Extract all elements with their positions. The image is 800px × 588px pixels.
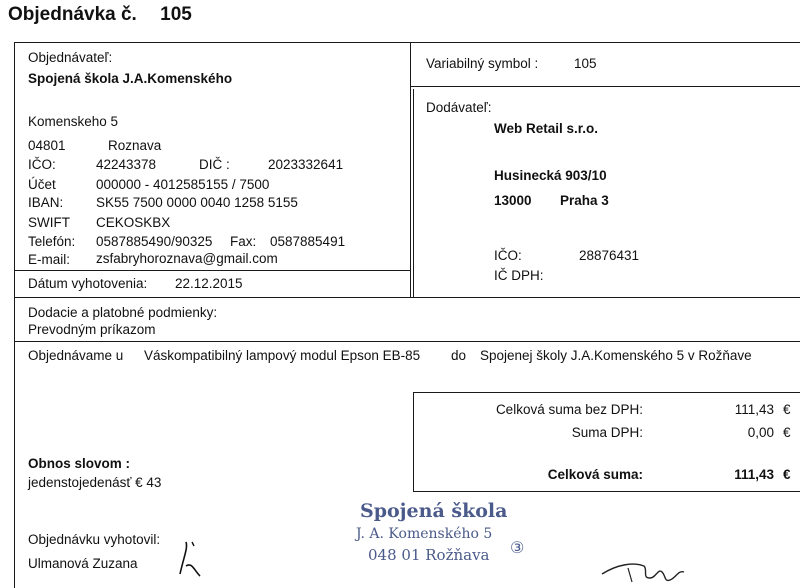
vat-label: Suma DPH: <box>571 425 643 440</box>
buyer-fax-label: Fax: <box>230 234 257 249</box>
supplier-outer-border <box>413 89 414 298</box>
subtotal-label: Celková suma bez DPH: <box>495 402 643 417</box>
buyer-fax-value: 0587885491 <box>270 234 346 249</box>
buyer-email-value: zsfabryhoroznava@gmail.com <box>96 251 278 266</box>
buyer-label: Objednávateľ: <box>28 50 113 65</box>
total-label: Celková suma: <box>547 467 643 482</box>
subtotal-value: 111,43 <box>734 402 774 417</box>
prepared-by-name: Ulmanová Zuzana <box>28 556 138 571</box>
frame-top <box>14 42 800 43</box>
order-line-prefix: Objednávame u <box>28 348 124 363</box>
buyer-ico-label: IČO: <box>28 157 56 172</box>
totals-box-left <box>413 392 414 492</box>
buyer-iban-value: SK55 7500 0000 0040 1258 5155 <box>96 195 298 210</box>
totals-box-bottom <box>413 491 800 492</box>
total-currency: € <box>783 467 791 482</box>
buyer-ico-value: 42243378 <box>96 157 157 172</box>
supplier-ico-value: 28876431 <box>579 248 640 263</box>
total-value: 111,43 <box>734 467 774 482</box>
issue-date-value: 22.12.2015 <box>175 276 243 291</box>
order-title <box>8 4 192 26</box>
order-line-recipient: Spojenej školy J.A.Komenského 5 v Rožňave <box>480 348 752 363</box>
variable-symbol-value: 105 <box>574 56 597 71</box>
order-number: 105 <box>160 4 192 25</box>
supplier-street: Husinecká 903/10 <box>494 168 607 183</box>
buyer-phone-label: Telefón: <box>28 234 76 249</box>
order-line-to: do <box>451 348 467 363</box>
supplier-city: Praha 3 <box>560 193 609 208</box>
buyer-city: Roznava <box>108 138 162 153</box>
buyer-right-border <box>410 42 411 298</box>
supplier-label: Dodávateľ: <box>426 100 492 115</box>
prepared-by-label: Objednávku vyhotovil: <box>28 532 161 547</box>
in-words-value: jedenstojedenásť € 43 <box>28 475 162 490</box>
stamp-line3: 048 01 Rožňava <box>368 546 490 564</box>
vat-currency: € <box>783 425 791 440</box>
supplier-ico-label: IČO: <box>494 248 522 263</box>
buyer-dic-value: 2023332641 <box>268 157 344 172</box>
buyer-iban-label: IBAN: <box>28 195 64 210</box>
buyer-date-divider <box>14 270 410 271</box>
buyer-dic-label: DIČ : <box>199 157 230 172</box>
vat-value: 0,00 <box>747 425 774 440</box>
terms-label: Dodacie a platobné podmienky: <box>28 305 218 320</box>
buyer-email-label: E-mail: <box>28 252 71 267</box>
stamp-line2: J. A. Komenského 5 <box>356 526 493 542</box>
handwritten-signature-mark <box>598 552 698 588</box>
stamp-number: ③ <box>510 538 525 557</box>
buyer-account-label: Účet <box>28 177 56 192</box>
frame-left <box>14 42 15 588</box>
supplier-icdph-label: IČ DPH: <box>494 268 544 283</box>
order-line-item: Váskompatibilný lampový modul Epson EB-85 <box>144 348 421 363</box>
buyer-name: Spojená škola J.A.Komenského <box>28 71 233 86</box>
in-words-label: Obnos slovom : <box>28 456 131 471</box>
buyer-swift-label: SWIFT <box>28 215 70 230</box>
supplier-zip: 13000 <box>494 193 532 208</box>
buyer-swift-value: CEKOSKBX <box>96 215 171 230</box>
stamp-line1: Spojená škola <box>360 500 508 522</box>
handwritten-initial-mark <box>170 536 210 586</box>
supplier-name: Web Retail s.r.o. <box>494 121 599 136</box>
buyer-account-value: 000000 - 4012585155 / 7500 <box>96 177 270 192</box>
variable-symbol-label: Variabilný symbol : <box>426 56 539 71</box>
issue-date-label: Dátum vyhotovenia: <box>28 276 148 291</box>
buyer-street: Komenskeho 5 <box>28 114 119 129</box>
buyer-zip: 04801 <box>28 138 66 153</box>
vs-bottom-border <box>410 86 800 87</box>
terms-value: Prevodným príkazom <box>28 322 156 337</box>
terms-bottom-border <box>14 341 800 342</box>
subtotal-currency: € <box>783 402 791 417</box>
header-bottom-border <box>14 297 800 298</box>
buyer-phone-value: 0587885490/90325 <box>96 234 213 249</box>
order-title-label: Objednávka č. <box>8 4 137 25</box>
totals-box-top <box>413 392 800 393</box>
